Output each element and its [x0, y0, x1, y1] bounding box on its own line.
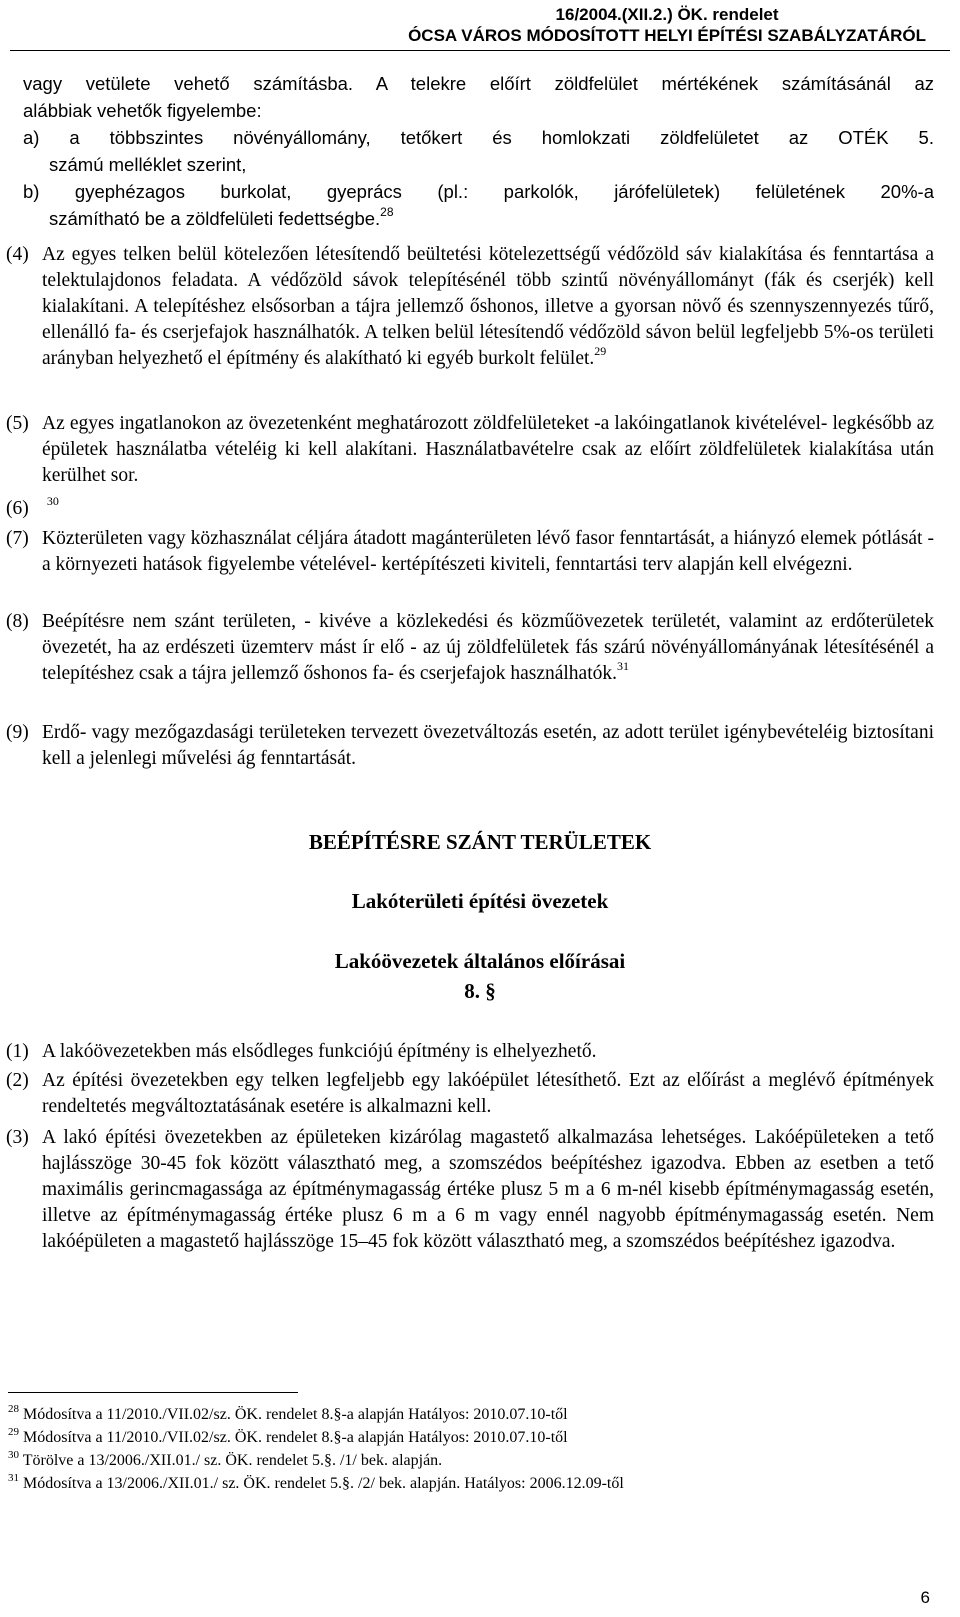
intro-item-a-line-1: a) a többszintes növényállomány, tetőkert és homlokzati zöldfelületet az OTÉK 5.: [23, 127, 934, 148]
footnote-29: [8, 1425, 568, 1448]
paragraph-sign-heading: 8. §: [464, 979, 496, 1003]
section8-paragraph-3: [0, 1125, 960, 1255]
paragraph-text: Az egyes ingatlanokon az övezetenként meghatározott zöldfelületeket -a lakóingatlanok kivételével- legkésőbb az épületek használatba vételéig ki kell alakítani. Használatbavételre csak az előírt zöldfelületek kialakítása után kerülhet sor.: [42, 413, 934, 486]
paragraph-9: [0, 720, 960, 772]
paragraph-number: (9): [6, 722, 29, 743]
footnote-text: Módosítva a 11/2010./VII.02/sz. ÖK. rendelet 8.§-a alapján Hatályos: 2010.07.10-től: [23, 1429, 568, 1446]
header-rule: [10, 50, 950, 51]
section8-paragraph-1: [0, 1039, 960, 1065]
intro-item-b-line-2: számítható be a zöldfelületi fedettségbe.: [49, 208, 381, 229]
intro-item-b-line-2-wrap: [23, 205, 934, 232]
footnote-text: Módosítva a 11/2010./VII.02/sz. ÖK. rendelet 8.§-a alapján Hatályos: 2010.07.10-től: [23, 1406, 568, 1423]
footnote-ref-30[interactable]: 30: [46, 493, 59, 508]
page-number: 6: [920, 1588, 930, 1607]
header-decree-number: 16/2004.(XII.2.) ÖK. rendelet: [555, 5, 779, 24]
intro-item-b-line-1: b) gyephézagos burkolat, gyeprács (pl.: parkolók, járófelületek) felületének 20%-a: [23, 181, 934, 202]
footnote-ref-29[interactable]: 29: [594, 343, 607, 358]
paragraph-5: [0, 411, 960, 489]
paragraph-number: (1): [6, 1041, 29, 1062]
section-heading: BEÉPÍTÉSRE SZÁNT TERÜLETEK: [308, 830, 652, 854]
paragraph-text: Az építési övezetekben egy telken legfeljebb egy lakóépület létesíthető. Ezt az előírást a meglévő építmények rendeltetés megváltoztatásának esetére is alkalmazni kell.: [42, 1070, 934, 1117]
footnote-text: Törölve a 13/2006./XII.01./ sz. ÖK. rendelet 5.§. /1/ bek. alapján.: [22, 1452, 443, 1469]
footnote-28: [8, 1402, 568, 1425]
footnote-ref-31[interactable]: 31: [617, 658, 630, 673]
paragraph-number: (8): [6, 611, 29, 632]
paragraph-text: Közterületen vagy közhasználat céljára átadott magánterületen lévő fasor fenntartását, a hiányzó elemek pótlását -a környezeti hatások figyelembe vételével- kertépítészeti kiviteli, fenntartási terv alapján kell elvégezni.: [42, 528, 934, 575]
header-title: ÓCSA VÁROS MÓDOSÍTOTT HELYI ÉPÍTÉSI SZABÁLYZATÁRÓL: [408, 26, 926, 45]
footnote-31: [8, 1471, 624, 1494]
paragraph-text: Beépítésre nem szánt területen, - kivéve a közlekedési és közműövezetek területét, valamint az erdőterületek övezetét, ha az erdészeti üzemterv mást ír elő - az új zöldfelületek fás szárú növényállományának létesítésénél a telepítéshez csak a tájra jellemző őshonos fa- és cserjefajok használhatók.: [42, 611, 934, 684]
paragraph-number: (6): [6, 498, 29, 519]
page-header: [408, 4, 926, 46]
paragraph-text: A lakóövezetekben más elsődleges funkciójú építmény is elhelyezhető.: [42, 1041, 597, 1062]
paragraph-8: [0, 609, 960, 687]
footnote-number: 29: [8, 1425, 19, 1438]
footnote-number: 30: [8, 1448, 19, 1461]
footnote-number: 31: [8, 1471, 19, 1484]
intro-item-a-line-2: számú melléklet szerint,: [49, 154, 247, 175]
paragraph-6: [0, 493, 960, 522]
paragraph-number: (2): [6, 1070, 29, 1091]
paragraph-text: A lakó építési övezetekben az épületeken kizárólag magastető alkalmazása lehetséges. Lakóépületeken a tető hajlásszöge 30-45 fok között választható meg, a szomszédos beépítéshez igazodva. Ebben az esetben a tető maximális gerincmagassága az építménymagasság értéke plusz 5 m a 6 m-nél kisebb építménymagasság esetén, illetve az építménymagasság értéke plusz 6 m a 6 m vagy ennél nagyobb építménymagasság esetén. Nem lakóépületen a magastető hajlásszöge 15–45 fok között választható meg, a szomszédos beépítéshez igazodva.: [42, 1127, 934, 1252]
intro-block: [0, 70, 960, 232]
paragraph-text: Az egyes telken belül kötelezően létesítendő beültetési kötelezettségű védőzöld sáv kialakítása és fenntartása a telektulajdonos feladata. A védőzöld sávok telepítésénél több szintű növényállományt (fák és cserjék) kell kialakítani. A telepítéshez elsősorban a tájra jellemző őshonos, illetve a gyorsan növő és szennyszennyezés tűrő, ellenálló fa- és cserjefajok használhatók. A telken belül létesítendő védőzöld sávon belül legfeljebb 5%-os területi arányban helyezhető el építmény és alakítható ki egyéb burkolt felület.: [42, 244, 934, 369]
section8-paragraph-2: [0, 1068, 960, 1120]
paragraph-number: (3): [6, 1127, 29, 1148]
footnote-separator: [8, 1392, 298, 1393]
intro-line-2: alábbiak vehetők figyelembe:: [23, 100, 262, 121]
paragraph-text: Erdő- vagy mezőgazdasági területeken tervezett övezetváltozás esetén, az adott terület igénybevételéig biztosítani kell a jelenlegi művelési ág fenntartását.: [42, 722, 934, 769]
footnote-number: 28: [8, 1402, 19, 1415]
intro-line-1: vagy vetülete vehető számításba. A telekre előírt zöldfelület mértékének számításánál az: [23, 73, 934, 94]
paragraph-number: (4): [6, 244, 29, 265]
paragraph-number: (7): [6, 528, 29, 549]
subsubsection-heading: Lakóövezetek általános előírásai: [334, 949, 626, 973]
footnote-text: Módosítva a 13/2006./XII.01./ sz. ÖK. rendelet 5.§. /2/ bek. alapján. Hatályos: 2006.12.09-től: [23, 1475, 624, 1492]
subsection-heading: Lakóterületi építési övezetek: [351, 889, 609, 913]
paragraph-number: (5): [6, 413, 29, 434]
footnote-ref-28[interactable]: 28: [380, 204, 394, 219]
paragraph-7: [0, 526, 960, 578]
paragraph-4: [0, 242, 960, 372]
footnote-30: [8, 1448, 443, 1471]
